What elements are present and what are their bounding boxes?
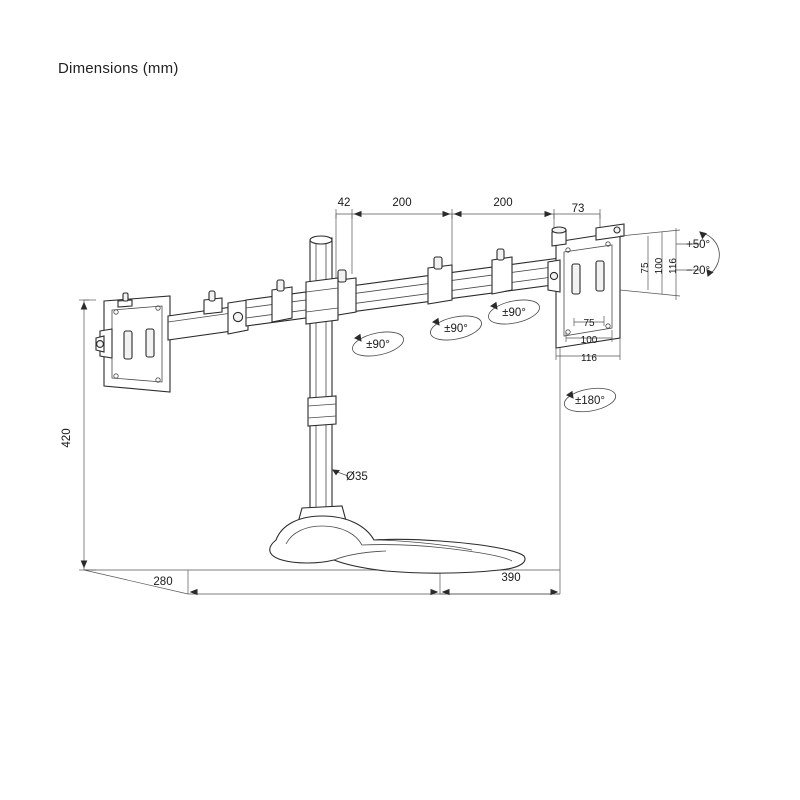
angle-swivel-right: ±90° bbox=[502, 307, 526, 319]
base-plate bbox=[270, 516, 525, 573]
dim-73: 73 bbox=[571, 203, 585, 215]
angle-rotation: ±180° bbox=[574, 395, 606, 407]
right-monitor-plate bbox=[548, 224, 624, 348]
dim-200-right: 200 bbox=[493, 197, 513, 209]
angle-swivel-left: ±90° bbox=[366, 339, 390, 351]
dim-pole-diameter: Ø35 bbox=[346, 471, 368, 483]
dim-42: 42 bbox=[337, 197, 351, 209]
dim-vesa-h-100: 100 bbox=[654, 257, 665, 275]
dim-280: 280 bbox=[153, 576, 173, 588]
dim-plate-h-116: 116 bbox=[668, 258, 679, 274]
angle-swivel-mid: ±90° bbox=[444, 323, 468, 335]
angle-tilt-down: −20° bbox=[686, 265, 711, 277]
dim-vesa-h-75: 75 bbox=[640, 262, 651, 274]
left-monitor-plate bbox=[96, 293, 170, 392]
dim-200-left: 200 bbox=[392, 197, 412, 209]
dim-vesa-w-100: 100 bbox=[580, 335, 598, 346]
page-title: Dimensions (mm) bbox=[58, 60, 179, 77]
dim-420: 420 bbox=[61, 428, 73, 448]
angle-tilt-up: +50° bbox=[686, 239, 711, 251]
dim-390: 390 bbox=[501, 572, 521, 584]
left-arm bbox=[168, 291, 248, 340]
dim-vesa-w-75: 75 bbox=[583, 318, 595, 329]
dim-plate-w-116: 116 bbox=[581, 353, 597, 364]
